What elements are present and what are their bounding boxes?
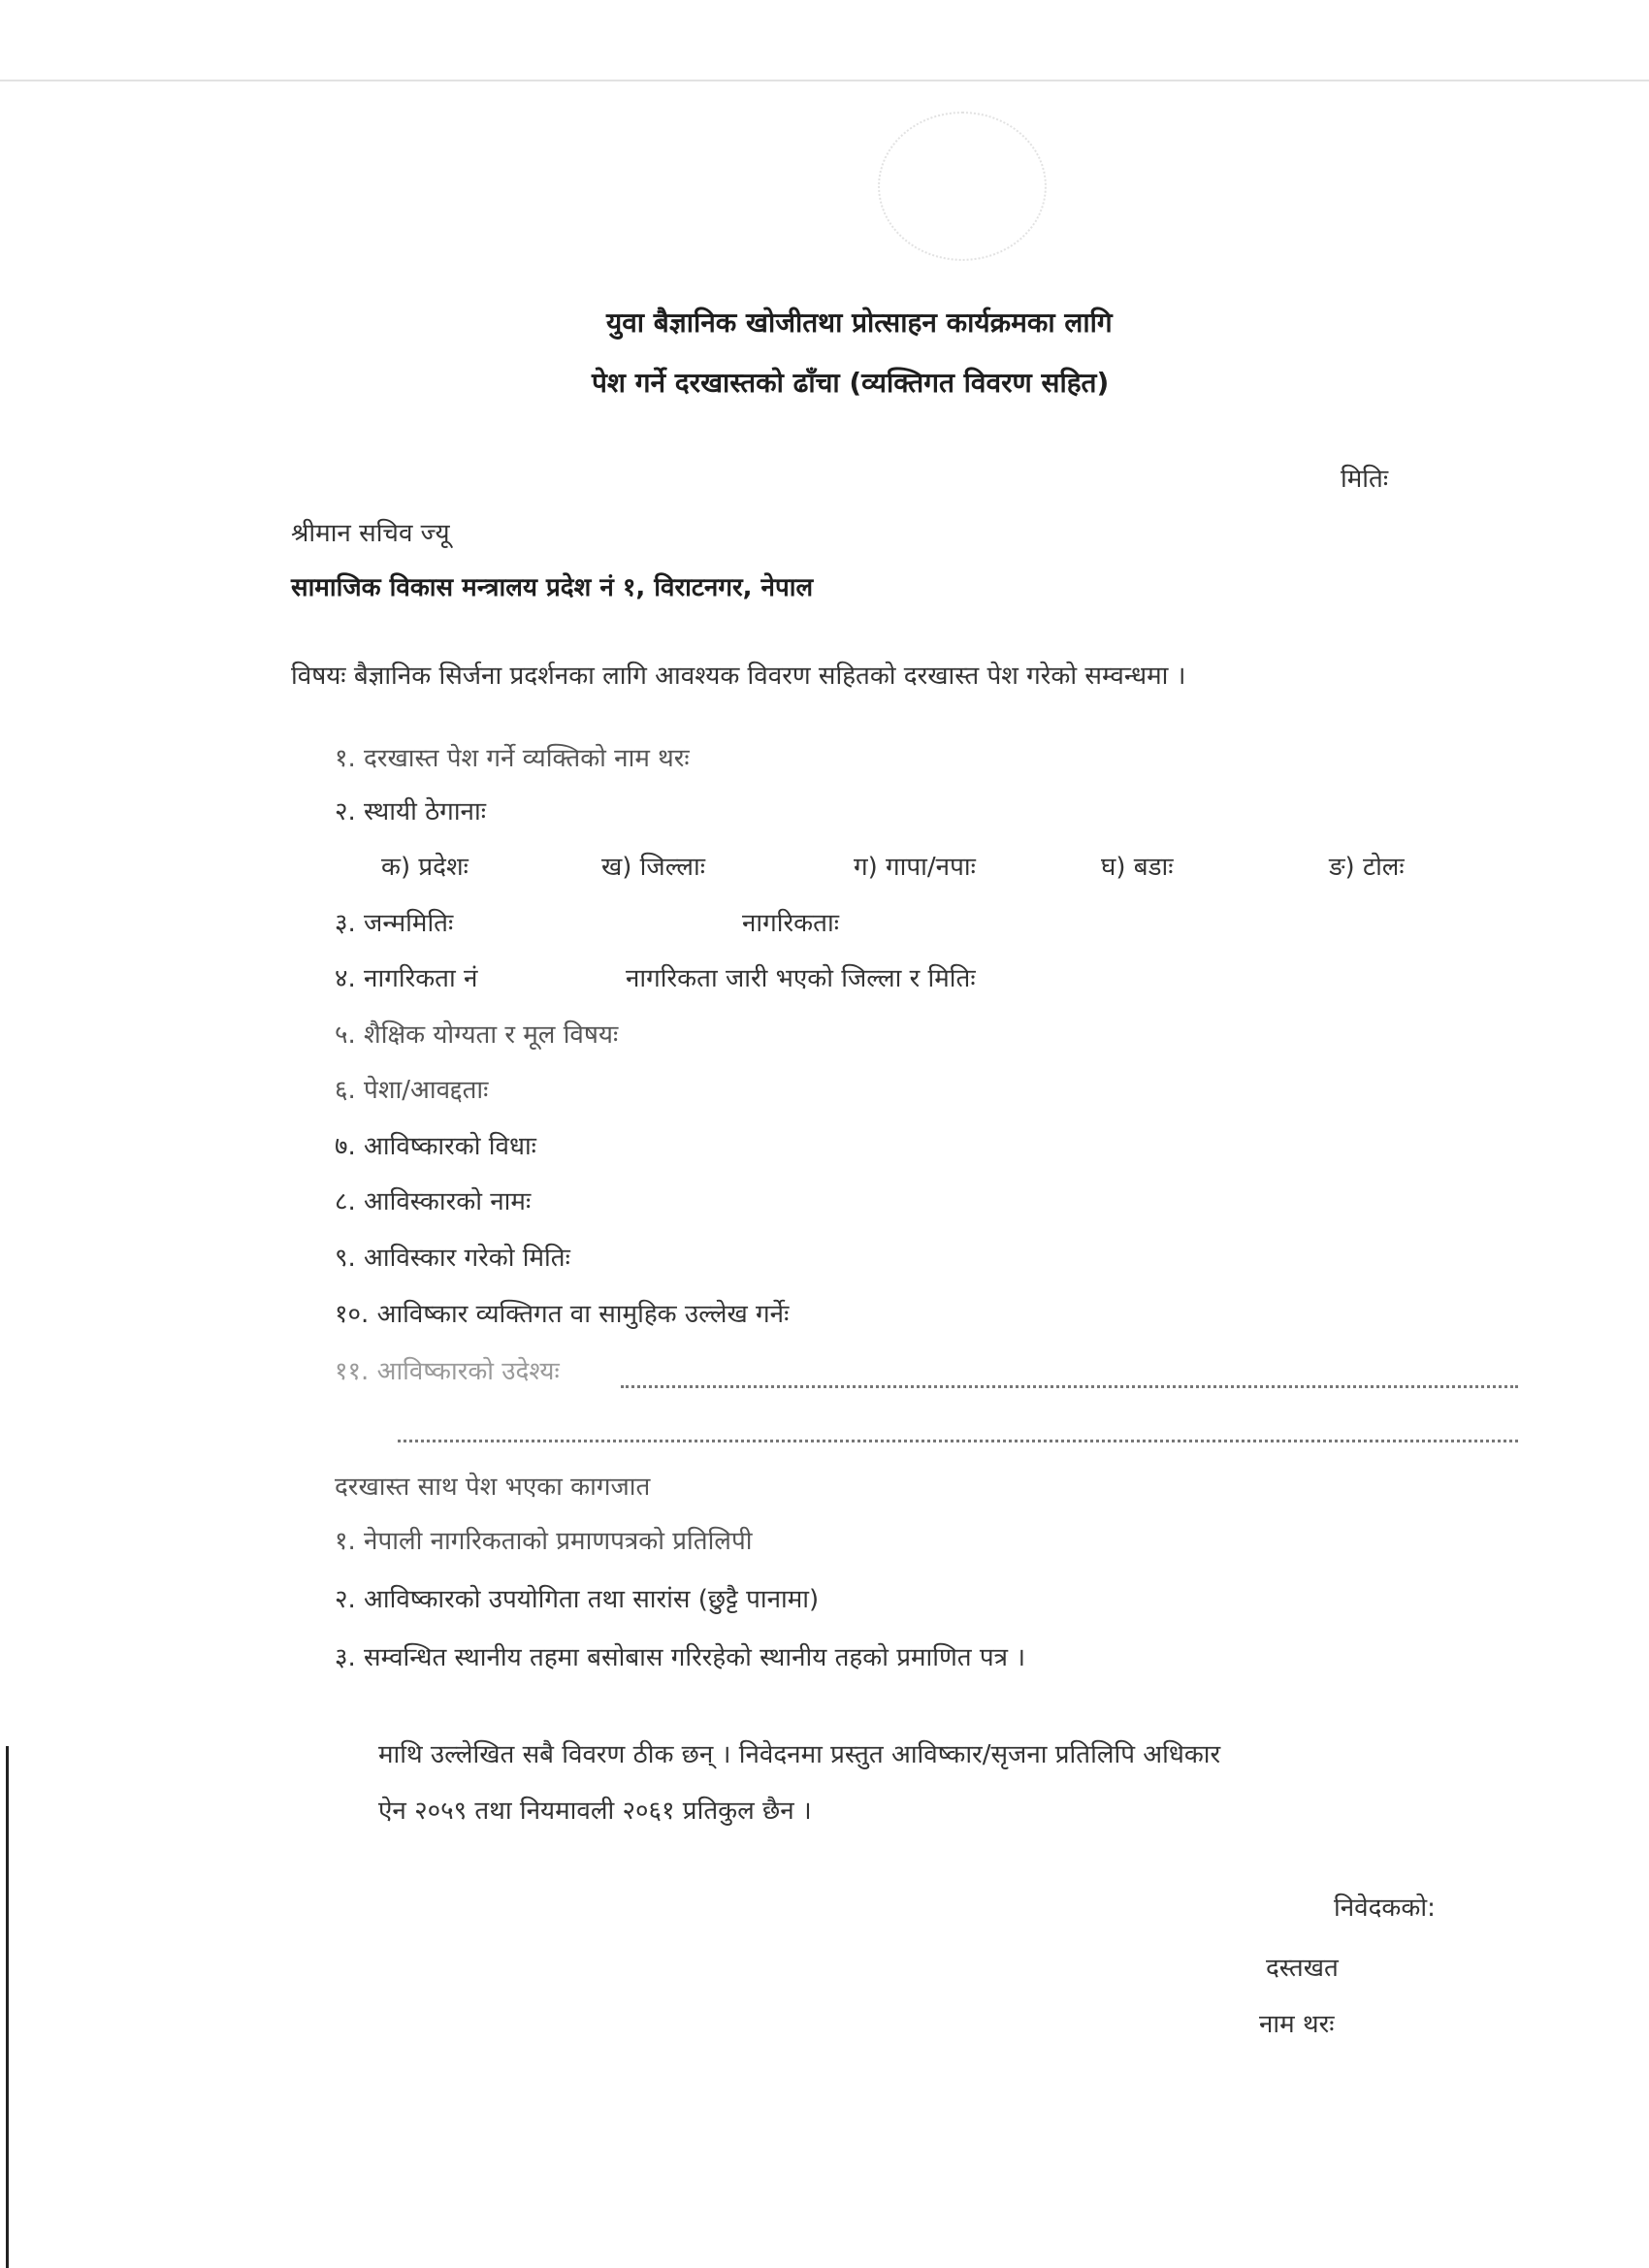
date-label: मितिः [1341, 465, 1389, 494]
attachments-title: दरखास्त साथ पेश भएका कागजात [335, 1473, 651, 1502]
attachment-item: ३. सम्वन्धित स्थानीय तहमा बसोबास गरिरहेको स्थानीय तहको प्रमाणित पत्र । [335, 1643, 1026, 1672]
field-occupation: ६. पेशा/आवद्दताः [335, 1076, 489, 1105]
salutation: श्रीमान सचिव ज्यू [291, 519, 450, 548]
scan-edge [0, 80, 1649, 81]
field-district: ख) जिल्लाः [601, 853, 706, 882]
field-permanent-address: २. स्थायी ठेगानाः [335, 797, 486, 826]
attachment-item: २. आविष्कारको उपयोगिता तथा सारांस (छुट्टै पानामा) [335, 1585, 820, 1614]
signature-label: दस्तखत [1266, 1954, 1339, 1983]
purpose-dotted-line-2 [398, 1440, 1518, 1442]
field-invention-purpose: ११. आविष्कारको उदेश्यः [335, 1357, 560, 1386]
field-ward: घ) बडाः [1101, 853, 1174, 882]
field-invention-genre: ७. आविष्कारको विधाः [335, 1132, 536, 1161]
field-applicant-name: १. दरखास्त पेश गर्ने व्यक्तिको नाम थरः [335, 744, 690, 773]
declaration-line1: माथि उल्लेखित सबै विवरण ठीक छन् । निवेदनमा प्रस्तुत आविष्कार/सृजना प्रतिलिपि अधिकार [378, 1740, 1221, 1769]
applicant-name-label: नाम थरः [1259, 2010, 1335, 2039]
scan-edge-left [6, 1746, 9, 2268]
office-address: सामाजिक विकास मन्त्रालय प्रदेश नं १, विराटनगर, नेपाल [291, 573, 814, 602]
field-citizenship: नागरिकताः [742, 909, 839, 938]
field-citizenship-issue: नागरिकता जारी भएको जिल्ला र मितिः [626, 964, 976, 993]
field-invention-date: ९. आविस्कार गरेको मितिः [335, 1244, 570, 1273]
attachment-item: १. नेपाली नागरिकताको प्रमाणपत्रको प्रतिलिपी [335, 1527, 753, 1556]
form-title-line2: पेश गर्ने दरखास्तको ढाँचा (व्यक्तिगत विवरण सहित) [592, 367, 1110, 399]
field-education: ५. शैक्षिक योग्यता र मूल विषयः [335, 1021, 619, 1050]
purpose-dotted-line [621, 1385, 1518, 1388]
field-individual-or-group: १०. आविष्कार व्यक्तिगत वा सामुहिक उल्लेख गर्नेः [335, 1300, 790, 1329]
form-title-line1: युवा बैज्ञानिक खोजीतथा प्रोत्साहन कार्यक्रमका लागि [606, 307, 1113, 339]
applicant-label: निवेदकको: [1334, 1894, 1436, 1923]
field-invention-name: ८. आविस्कारको नामः [335, 1187, 532, 1216]
field-tole: ङ) टोलः [1329, 853, 1405, 882]
declaration-line2: ऐन २०५९ तथा नियमावली २०६१ प्रतिकुल छैन । [378, 1797, 812, 1826]
field-province: क) प्रदेशः [381, 853, 469, 882]
subject-line: विषयः बैज्ञानिक सिर्जना प्रदर्शनका लागि आवश्यक विवरण सहितको दरखास्त पेश गरेको सम्वन्धमा । [291, 662, 1186, 691]
field-dob: ३. जन्ममितिः [335, 909, 454, 938]
field-municipality: ग) गापा/नपाः [854, 853, 976, 882]
faint-stamp [878, 112, 1047, 261]
field-citizenship-number: ४. नागरिकता नं [335, 964, 478, 993]
